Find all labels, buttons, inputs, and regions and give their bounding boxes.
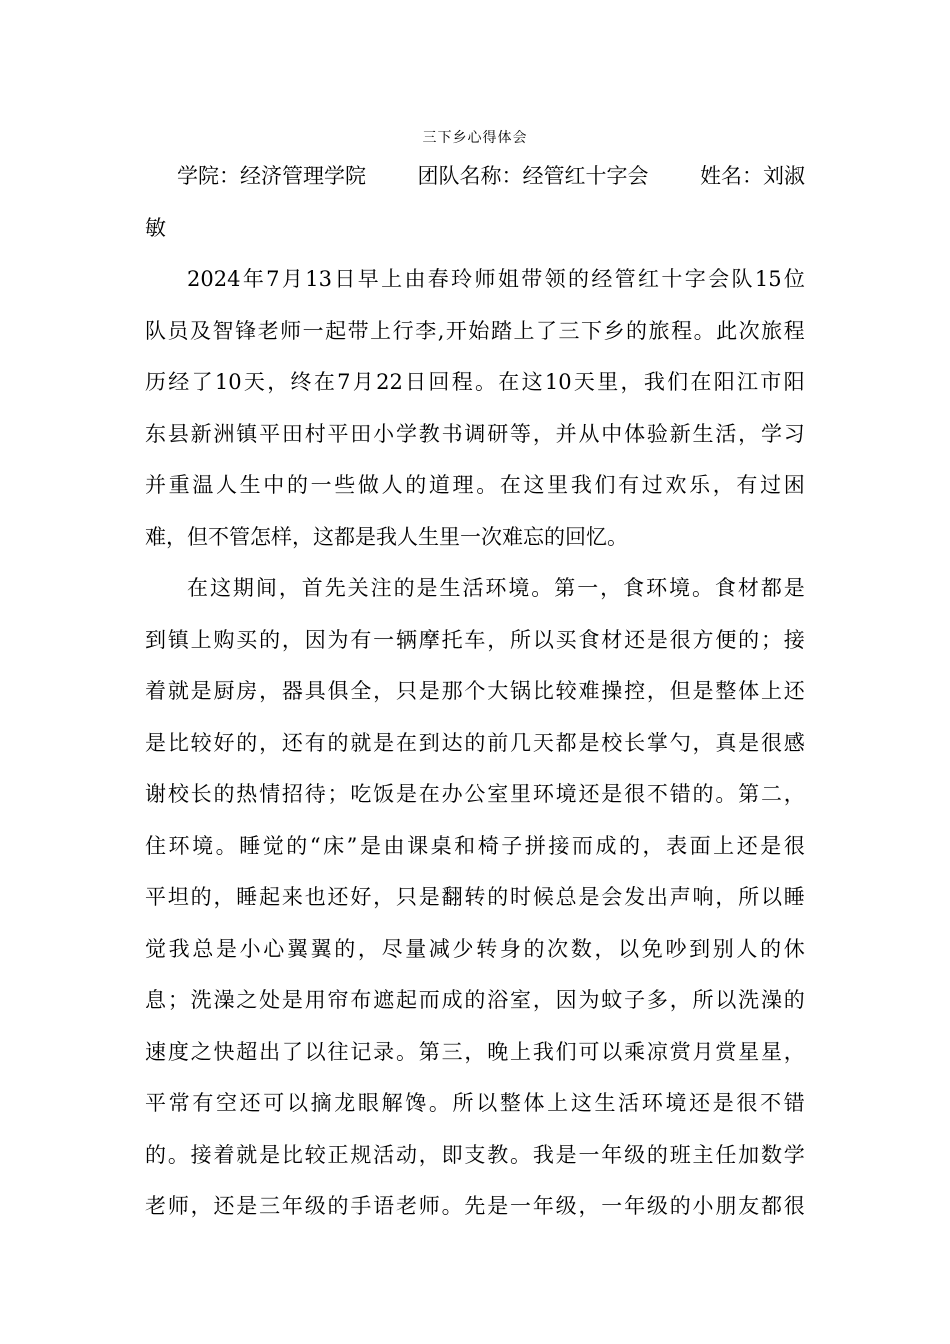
author-info-line-wrap (145, 204, 805, 256)
document-title: 三下乡心得体会 (422, 130, 528, 146)
name-label: 姓名：刘淑 (700, 164, 805, 188)
paragraph-line: 觉 我 总 是 小 心 翼 翼 的 ， 尽 量 减 少 转 身 的 次 数 ， 以 免 吵 到 别 人 的 休 (145, 936, 805, 961)
paragraph-line: 的 。 接 着 就 是 比 较 正 规 活 动 ， 即 支 教 。 我 是 一 年 级 的 班 主 任 加 数 学 (145, 1142, 805, 1167)
paragraph-line: 是 比 较 好 的 ， 还 有 的 就 是 在 到 达 的 前 几 天 都 是 校 长 掌 勺 ， 真 是 很 感 (145, 730, 805, 755)
paragraph-line: 2024 年 7 月 13 日 早 上 由 春 玲 师 姐 带 领 的 经 管 红 十 字 会 队 15 位 (187, 267, 805, 291)
paragraph-line: 着 就 是 厨 房 ， 器 具 俱 全 ， 只 是 那 个 大 锅 比 较 难 操 控 ， 但 是 整 体 上 还 (145, 679, 805, 703)
author-info-line (145, 152, 805, 204)
paragraph-line: 速 度 之 快 超 出 了 以 往 记 录 。 第 三 ， 晚 上 我 们 可 以 乘 凉 赏 月 赏 星 星 ， (145, 1039, 805, 1064)
paragraph-line: 到 镇 上 购 买 的 ， 因 为 有 一 辆 摩 托 车 ， 所 以 买 食 材 还 是 很 方 便 的 ； 接 (145, 627, 805, 652)
paragraph-line: 并 重 温 人 生 中 的 一 些 做 人 的 道 理 。 在 这 里 我 们 有 过 欢 乐 ， 有 过 困 (145, 473, 805, 497)
paragraph-line: 平 常 有 空 还 可 以 摘 龙 眼 解 馋 。 所 以 整 体 上 这 生 活 环 境 还 是 很 不 错 (145, 1091, 805, 1115)
college-label: 学院：经济管理学院 (177, 164, 366, 188)
paragraph-line: 队 员 及 智 锋 老 师 一 起 带 上 行 李 , 开 始 踏 上 了 三 下 乡 的 旅 程 。 此 次 旅 程 (145, 318, 805, 343)
paragraph-line: 历 经 了 10 天 ， 终 在 7 月 22 日 回 程 。 在 这 10 天 里 ， 我 们 在 阳 江 市 阳 (145, 370, 805, 394)
paragraph-line: 在 这 期 间 ， 首 先 关 注 的 是 生 活 环 境 。 第 一 ， 食 环 境 。 食 材 都 是 (187, 576, 805, 600)
document-body (145, 152, 805, 1234)
paragraph-line: 东 县 新 洲 镇 平 田 村 平 田 小 学 教 书 调 研 等 ， 并 从 中 体 验 新 生 活 ， 学 习 (145, 421, 805, 446)
paragraph-line: 谢 校 长 的 热 情 招 待 ； 吃 饭 是 在 办 公 室 里 环 境 还 是 很 不 错 的 。 第 二 ， (145, 782, 805, 806)
paragraph-line: 平 坦 的 ， 睡 起 来 也 还 好 ， 只 是 翻 转 的 时 候 总 是 会 发 出 声 响 ， 所 以 睡 (145, 885, 805, 909)
paragraph-line: 老 师 ， 还 是 三 年 级 的 手 语 老 师 。 先 是 一 年 级 ， 一 年 级 的 小 朋 友 都 很 (145, 1194, 805, 1218)
name-label-wrap: 敏 (145, 215, 166, 240)
team-label: 团队名称：经管红十字会 (417, 164, 649, 188)
paragraph-line: 住 环 境 。 睡 觉 的 “ 床 ” 是 由 课 桌 和 椅 子 拼 接 而 成 的 ， 表 面 上 还 是 很 (145, 833, 805, 858)
paragraph-line: 息 ； 洗 澡 之 处 是 用 帘 布 遮 起 而 成 的 浴 室 ， 因 为 蚊 子 多 ， 所 以 洗 澡 的 (145, 988, 805, 1012)
paragraph-2 (145, 564, 805, 1234)
paragraph-1 (145, 255, 805, 564)
paragraph-line: 难，但不管怎样，这都是我人生里一次难忘的回忆。 (145, 524, 628, 549)
